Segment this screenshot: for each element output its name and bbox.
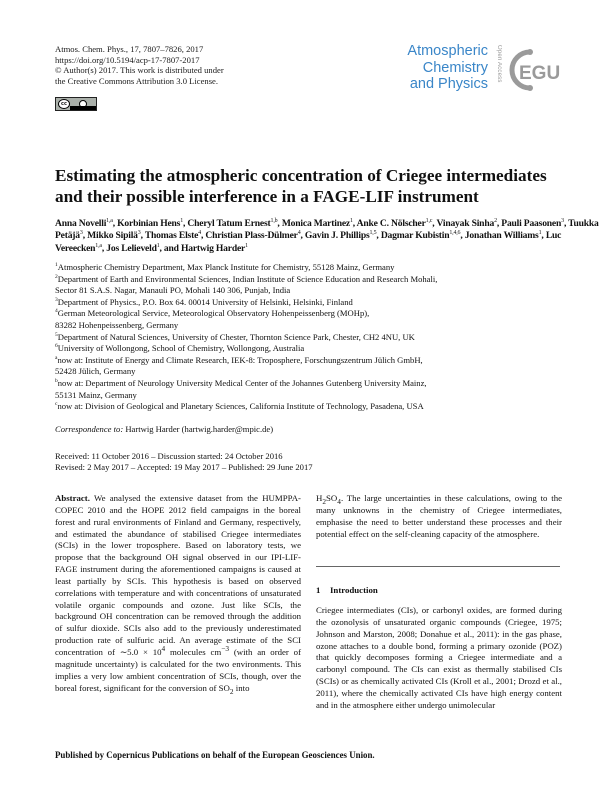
author-separator: , <box>541 230 546 242</box>
author-separator: , <box>496 218 502 229</box>
author-affiliation-mark: 1 <box>349 217 353 224</box>
author-affiliation-mark: 3 <box>561 217 564 224</box>
egu-logo-text: EGU <box>519 63 561 84</box>
affiliation-item <box>55 308 600 320</box>
publisher-footer: Published by Copernicus Publications on behalf of the European Geosciences Union. <box>55 750 375 760</box>
author-affiliation-mark: 1,c <box>425 217 433 224</box>
affiliation-text: 55131 Mainz, Germany <box>55 389 137 400</box>
author-separator: , <box>432 218 437 229</box>
abstract-text: . The large uncertainties in these calculations, owing to the many unknowns in the chemistry of Criegee intermediates, emphasise the need to better understand these processes and their potential effect on the self-cleaning capacity of the atmosphere. <box>316 493 562 539</box>
affiliation-item <box>55 390 600 402</box>
journal-name-line: Atmospheric <box>407 43 488 59</box>
abstract-text: (with an order of magnitude uncertainty) is calculated for the two environments. This implies a very low ambient concentration of SCIs, though, over the boreal forest, significant for the conversion of SO <box>55 646 301 693</box>
sci-estimate-units: molecules cm <box>165 646 222 657</box>
affiliation-item <box>55 401 600 413</box>
doi-link[interactable]: https://doi.org/10.5194/acp-17-7807-2017 <box>55 54 200 65</box>
citation-block <box>55 44 224 86</box>
author-list <box>55 218 600 255</box>
author-name: Thomas Elste <box>144 230 199 242</box>
so2-subscript: 2 <box>229 686 234 696</box>
affiliation-item <box>55 297 600 309</box>
affiliation-mark: 6 <box>55 343 58 350</box>
author-name: Anna Novelli <box>55 218 107 229</box>
author-affiliation-mark: 1 <box>180 217 184 224</box>
author-affiliation-mark: 2 <box>494 217 497 224</box>
author-separator: , <box>300 230 305 242</box>
author-name: Korbinian Hens <box>117 218 181 229</box>
author-affiliation-mark: 1,b <box>270 217 278 224</box>
author-separator: , <box>140 230 145 242</box>
affiliation-text: Atmospheric Chemistry Department, Max Planck Institute for Chemistry, 55128 Mainz, Germany <box>57 262 395 272</box>
correspondence <box>55 424 273 434</box>
license-badge-bar <box>70 106 96 110</box>
affiliation-item <box>55 332 600 344</box>
author-affiliation-mark: 3 <box>79 230 83 237</box>
affiliation-text: German Meteorological Service, Meteorological Observatory Hohenpeissenberg (MOHp), <box>57 308 370 319</box>
abstract-column-right <box>316 493 562 540</box>
affiliation-text: Department of Physics., P.O. Box 64. 00014 University of Helsinki, Helsinki, Finland <box>57 296 353 307</box>
introduction-text: Criegee intermediates (CIs), or carbonyl oxides, are formed during the ozonolysis of unsaturated organic compounds (Criegee, 1975; Johnson and Marston, 2008; Donahue et al., 2011): in the gas phase, ozone attaches to a double bond, forming a primary ozonide (POZ) that quickly decomposes forming a Criegee intermediate and a carbonyl compound. The CIs can exist as thermally stabilised CIs (SCIs) or as chemically activated CIs (Kroll et al., 2001; Drozd et al., 2011), where the chemically activated CIs have high energy content and in the atmosphere either undergo unimolecular <box>316 605 562 710</box>
title-line: Estimating the atmospheric concentration of Criegee intermediates <box>55 166 547 185</box>
abstract-text: We analysed the extensive dataset from the HUMPPA-COPEC 2010 and the HOPE 2012 field campaigns in the boreal forest and rural environments of Finland and Germany, respectively, and estimated the abundance of stabilised Criegee intermediates (SCIs) in the lower troposphere. Based on laboratory tests, we propose that the background OH signal observed in our IPI-LIF-FAGE instrument during the aforementioned campaigns is caused at least partially by SCIs. This hypothesis is based on observed correlations with temperature and with concentrations of unsaturated volatile organic compounds and ozone. Just like SCIs, the background OH concentration can be removed through the addition of sulfur dioxide. SCIs also add to the previously underestimated production rate of sulfuric acid. An average estimate of the SCI concentration of <box>55 493 301 657</box>
affiliation-item <box>55 285 600 297</box>
affiliation-mark: 1 <box>55 262 58 269</box>
affiliation-mark: c <box>55 401 58 408</box>
affiliation-mark: b <box>55 378 58 385</box>
egu-arc-node <box>527 49 533 55</box>
author-affiliation-mark: 1 <box>538 230 542 237</box>
author-name: Mikko Sipilä <box>87 230 138 242</box>
author-separator: , <box>200 230 206 242</box>
h2so4-sub: 4 <box>337 496 341 506</box>
section-title: Introduction <box>330 585 378 595</box>
publication-dates <box>55 451 313 474</box>
author-name: Anke C. Nölscher <box>356 218 426 229</box>
author-name: Luc Vereecken <box>55 230 562 254</box>
affiliation-mark: 5 <box>55 331 58 338</box>
egu-arc-node <box>527 85 533 91</box>
section-number: 1 <box>316 585 321 595</box>
affiliation-text: now at: Department of Neurology University Medical Center of the Johannes Gutenberg University Mainz, <box>57 377 427 388</box>
creative-commons-icon: cc <box>58 99 70 109</box>
affiliation-list <box>55 262 600 413</box>
affiliation-mark: 4 <box>55 308 58 315</box>
author-separator: , and <box>159 242 181 254</box>
author-affiliation-mark: 1,5 <box>369 230 377 237</box>
affiliation-text: Sector 81 S.A.S. Nagar, Manauli PO, Mohali 140 306, Punjab, India <box>55 285 291 296</box>
abstract-column-left <box>55 493 301 694</box>
author-name: Dagmar Kubistin <box>380 230 450 242</box>
affiliation-text: Department of Earth and Environmental Sciences, Indian Institute of Science Education and Research Mohali, <box>57 273 438 284</box>
affiliation-text: 83282 Hohenpeissenberg, Germany <box>55 319 179 330</box>
author-affiliation-mark: 1,a <box>106 217 113 224</box>
affiliation-mark: a <box>55 354 58 361</box>
egu-logo-icon <box>506 46 562 94</box>
author-separator: , <box>101 242 107 254</box>
h2so4-sub: 2 <box>322 496 327 506</box>
affiliation-item <box>55 274 600 286</box>
affiliation-item <box>55 366 600 378</box>
affiliation-text: University of Wollongong, School of Chemistry, Wollongong, Australia <box>57 343 305 354</box>
author-affiliation-mark: 3 <box>137 230 141 237</box>
received-dates: Received: 11 October 2016 – Discussion started: 24 October 2016 <box>55 451 283 461</box>
author-separator: , <box>82 230 88 242</box>
paper-title <box>55 165 595 207</box>
abstract-text: into <box>233 682 250 693</box>
cc-by-icon[interactable] <box>55 97 97 111</box>
author-name: Tuukka Petäjä <box>55 218 599 242</box>
affiliation-text: now at: Institute of Energy and Climate Research, IEK-8: Troposphere, Forschungszentrum Jülich GmbH, <box>57 354 423 365</box>
revised-dates: Revised: 2 May 2017 – Accepted: 19 May 2017 – Published: 29 June 2017 <box>55 462 313 473</box>
author-name: Jonathan Williams <box>464 230 539 242</box>
license-line: the Creative Commons Attribution 3.0 License. <box>55 75 219 86</box>
affiliation-item <box>55 355 600 367</box>
author-name: Cheryl Tatum Ernest <box>187 218 271 229</box>
correspondence-text[interactable]: Hartwig Harder (hartwig.harder@mpic.de) <box>125 424 274 434</box>
author-separator: , <box>112 218 118 229</box>
author-affiliation-mark: 1,4,6 <box>449 230 461 237</box>
copyright-line: © Author(s) 2017. This work is distributed under <box>55 65 224 76</box>
title-line: and their possible interference in a FAGE-LIF instrument <box>55 187 479 206</box>
open-access-label: Open Access <box>496 45 502 83</box>
author-separator: , <box>352 218 357 229</box>
sci-estimate-exponent: 4 <box>161 644 166 654</box>
journal-citation: Atmos. Chem. Phys., 17, 7807–7826, 2017 <box>55 44 204 54</box>
affiliation-mark: 2 <box>55 273 58 280</box>
author-affiliation-mark: 1 <box>156 242 160 249</box>
affiliation-text: now at: Division of Geological and Planetary Sciences, California Institute of Technology, Pasadena, USA <box>57 401 424 412</box>
author-separator: , <box>376 230 381 242</box>
abstract-divider <box>316 566 560 567</box>
section-heading-introduction <box>316 585 378 595</box>
author-name: Jos Lelieveld <box>106 242 157 254</box>
affiliation-item <box>55 343 600 355</box>
journal-logo-text[interactable] <box>407 43 488 93</box>
author-name: Christian Plass-Dülmer <box>205 230 298 242</box>
abstract-label: Abstract. <box>55 493 90 503</box>
author-affiliation-mark: 4 <box>297 230 301 237</box>
author-name: Hartwig Harder <box>181 242 246 254</box>
journal-name-line: and Physics <box>409 76 488 92</box>
sci-estimate-value: ∼5.0 × 10 <box>119 646 162 657</box>
journal-name-line: Chemistry <box>422 59 488 76</box>
author-name: Monica Martinez <box>281 218 350 229</box>
author-name: Vinayak Sinha <box>436 218 495 229</box>
h2so4-so: SO <box>326 493 338 503</box>
author-name: Gavin J. Phillips <box>304 230 370 242</box>
author-name: Pauli Paasonen <box>501 218 562 229</box>
author-separator: , <box>277 218 282 229</box>
affiliation-text: Department of Natural Sciences, University of Chester, Thornton Science Park, Chester, CH2 4NU, UK <box>57 331 415 342</box>
affiliation-mark: 3 <box>55 296 58 303</box>
author-separator: , <box>460 230 465 242</box>
affiliation-text: 52428 Jülich, Germany <box>55 366 136 377</box>
h2so4-h: H <box>316 493 323 503</box>
affiliation-item <box>55 378 600 390</box>
author-separator: , <box>563 218 569 229</box>
author-affiliation-mark: 1 <box>245 242 248 249</box>
author-affiliation-mark: 4 <box>198 230 201 237</box>
author-separator: , <box>183 218 188 229</box>
affiliation-item <box>55 262 600 274</box>
units-exponent: −3 <box>221 644 230 654</box>
affiliation-item <box>55 320 600 332</box>
author-affiliation-mark: 1,a <box>95 242 102 249</box>
correspondence-label: Correspondence to: <box>55 424 124 434</box>
